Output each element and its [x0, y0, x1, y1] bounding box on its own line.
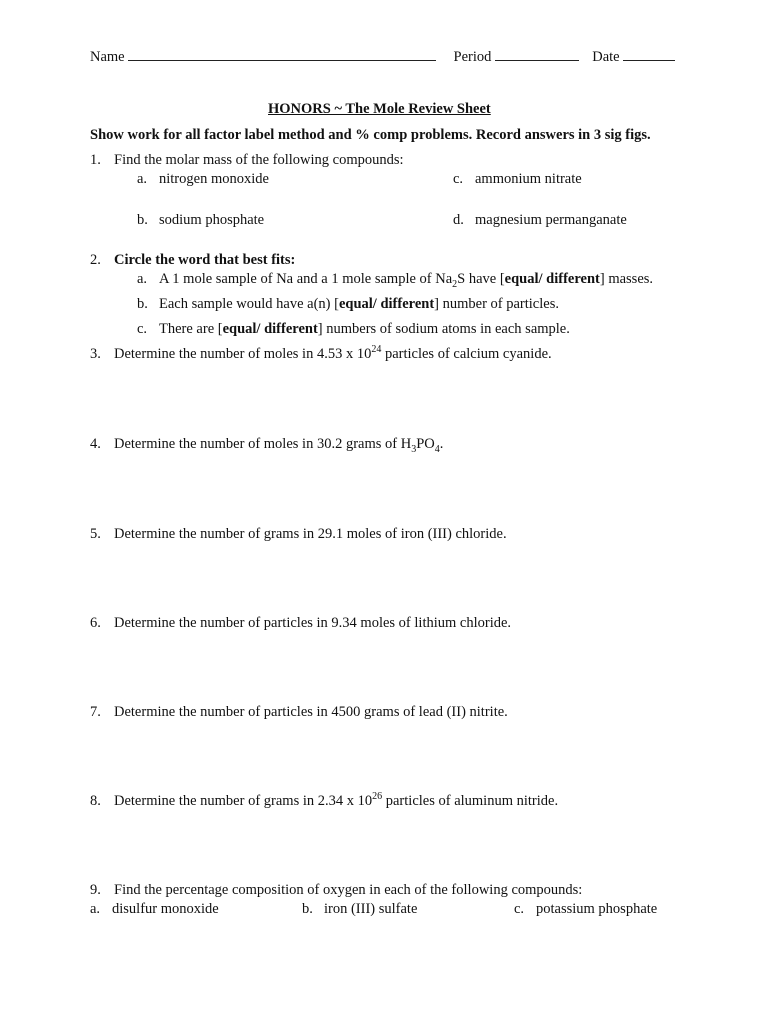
- item-letter: a.: [90, 901, 101, 917]
- item-letter: c.: [514, 901, 525, 917]
- question-text-pre: Determine the number of moles in 30.2 grams of H: [114, 436, 412, 452]
- subscript: 3: [411, 443, 417, 455]
- q2-item-c: [137, 321, 570, 338]
- question-5: [90, 526, 507, 543]
- name-row: [90, 47, 675, 66]
- item-text: nitrogen monoxide: [159, 171, 269, 187]
- item-letter: d.: [453, 212, 464, 228]
- item-text-post: ] numbers of sodium atoms in each sample.: [317, 321, 570, 337]
- item-text: iron (III) sulfate: [324, 901, 418, 917]
- item-text-pre: A 1 mole sample of Na and a 1 mole sample of Na: [159, 271, 453, 287]
- choice-equal-different[interactable]: equal/ different: [338, 296, 435, 312]
- question-9: [90, 882, 582, 899]
- q1-item-d: [453, 212, 627, 229]
- question-4: [90, 436, 443, 453]
- item-text: disulfur monoxide: [112, 901, 219, 917]
- question-number: 9.: [90, 882, 101, 898]
- question-text: Circle the word that best fits:: [114, 252, 296, 268]
- superscript: 24: [371, 344, 382, 356]
- item-text: sodium phosphate: [159, 212, 265, 228]
- question-text: Determine the number of particles in 9.34 moles of lithium chloride.: [114, 615, 512, 631]
- question-text: Find the molar mass of the following compounds:: [114, 152, 404, 168]
- item-letter: b.: [302, 901, 313, 917]
- q1-item-b: [137, 212, 264, 229]
- item-text-post: ] masses.: [599, 271, 654, 287]
- question-1: [90, 152, 404, 169]
- superscript: 26: [372, 791, 383, 803]
- item-text-mid: S have [: [457, 271, 505, 287]
- subscript: 2: [452, 278, 458, 290]
- question-text-post: particles of aluminum nitride.: [382, 793, 559, 809]
- question-number: 4.: [90, 436, 101, 452]
- choice-equal-different[interactable]: equal/ different: [222, 321, 318, 337]
- item-text: ammonium nitrate: [475, 171, 582, 187]
- q1-item-c: [453, 171, 582, 188]
- q1-item-a: [137, 171, 269, 188]
- name-field[interactable]: [128, 47, 436, 61]
- period-label: Period: [453, 49, 492, 65]
- question-6: [90, 615, 511, 632]
- question-text: Determine the number of particles in 4500 grams of lead (II) nitrite.: [114, 704, 508, 720]
- item-letter: b.: [137, 212, 148, 228]
- choice-equal-different[interactable]: equal/ different: [504, 271, 600, 287]
- item-letter: b.: [137, 296, 148, 312]
- q2-item-a: [137, 271, 653, 288]
- question-3: [90, 346, 552, 363]
- question-text-mid: PO: [416, 436, 435, 452]
- question-2: [90, 252, 295, 269]
- subscript: 4: [434, 443, 440, 455]
- period-field[interactable]: [495, 47, 579, 61]
- question-text: Determine the number of grams in 29.1 moles of iron (III) chloride.: [114, 526, 507, 542]
- question-number: 8.: [90, 793, 101, 809]
- q9-item-c: [514, 901, 657, 918]
- question-text: Find the percentage composition of oxygen in each of the following compounds:: [114, 882, 583, 898]
- item-text: potassium phosphate: [536, 901, 658, 917]
- question-text-pre: Determine the number of grams in 2.34 x 10: [114, 793, 373, 809]
- q9-item-a: [90, 901, 219, 918]
- date-label: Date: [592, 49, 620, 65]
- question-8: [90, 793, 558, 810]
- name-label: Name: [90, 49, 125, 65]
- question-number: 3.: [90, 346, 101, 362]
- item-letter: a.: [137, 171, 148, 187]
- question-text-post: particles of calcium cyanide.: [381, 346, 552, 362]
- question-number: 6.: [90, 615, 101, 631]
- item-letter: c.: [453, 171, 464, 187]
- question-number: 2.: [90, 252, 101, 268]
- page-title: HONORS ~ The Mole Review Sheet: [268, 101, 491, 117]
- item-letter: c.: [137, 321, 148, 337]
- question-number: 1.: [90, 152, 101, 168]
- question-number: 7.: [90, 704, 101, 720]
- question-number: 5.: [90, 526, 101, 542]
- item-letter: a.: [137, 271, 148, 287]
- date-field[interactable]: [623, 47, 675, 61]
- item-text-post: ] number of particles.: [434, 296, 559, 312]
- item-text-pre: There are [: [159, 321, 223, 337]
- item-text-pre: Each sample would have a(n) [: [159, 296, 339, 312]
- q9-item-b: [302, 901, 417, 918]
- instructions: Show work for all factor label method and % comp problems. Record answers in 3 sig figs.: [90, 127, 651, 143]
- question-7: [90, 704, 508, 721]
- item-text: magnesium permanganate: [475, 212, 627, 228]
- question-text-post: .: [439, 436, 444, 452]
- q2-item-b: [137, 296, 559, 313]
- question-text-pre: Determine the number of moles in 4.53 x 10: [114, 346, 372, 362]
